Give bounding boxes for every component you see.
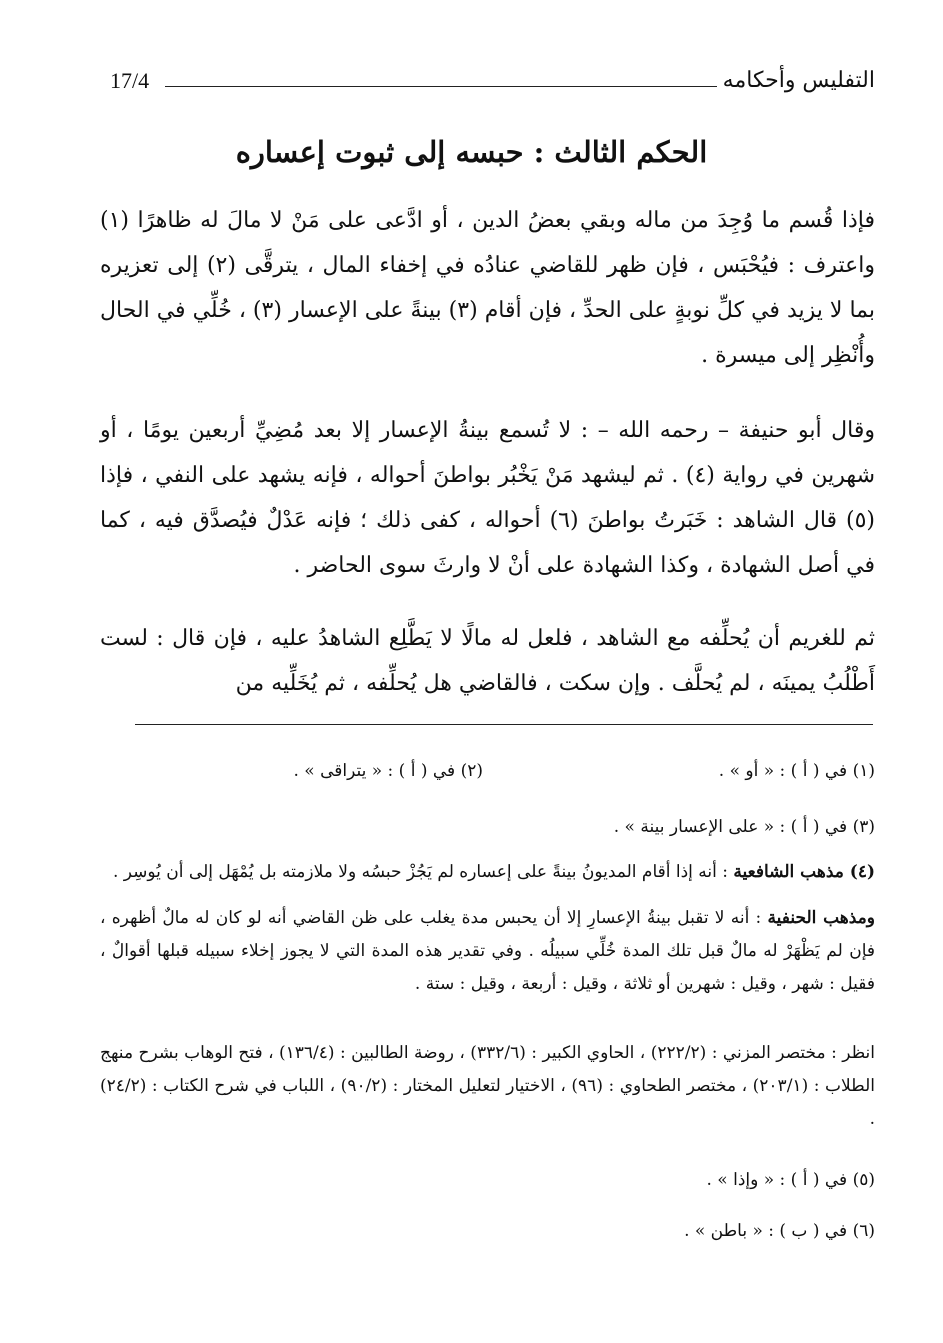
footnote-4-references: انظر : مختصر المزني : (٢٢٢/٢) ، الحاوي الكبير : (٣٣٢/٦) ، روضة الطالبين : (١٣٦/٤) ، فتح الوهاب بشرح منهج الطلاب : (٢٠٣/١) ، مختصر الطحاوي : (٩٦) ، الاختيار لتعليل المختار : (٩٠/٢) ، اللباب في شرح الكتاب : (٢٤/٢) .: [100, 1043, 876, 1129]
footnote-4-hanafi: [100, 902, 875, 1001]
footnote-3: (٣) في ( أ ) : « على الإعسار بينة » .: [613, 817, 875, 837]
footnote-2: (٢) في ( أ ) : « يتراقى » .: [293, 761, 483, 781]
footnote-separator: [135, 724, 873, 725]
footnote-4-hanafi-label: ومذهب الحنفية: [767, 908, 875, 928]
footnote-4-label: (٤) مذهب الشافعية: [733, 862, 875, 882]
running-title: التفليس وأحكامه: [722, 68, 875, 93]
page-number: 17/4: [110, 68, 150, 93]
paragraph-1: فإذا قُسم ما وُجِدَ من ماله وبقي بعضُ الدين ، أو ادَّعى على مَنْ لا مالَ له ظاهرًا (١) واعترف : فيُحْبَس ، فإن ظهر للقاضي عنادُه في إخفاء المال ، يترقَّى (٢) إلى تعزيره بما لا يزيد في كلِّ نوبةٍ على الحدِّ ، فإن أقام (٣) بينةً على الإعسار (٣) ، خُلِّي في الحال وأُنْظِر إلى ميسرة .: [100, 208, 875, 368]
running-header: [110, 62, 875, 102]
footnote-4-hanafi-text: : أنه لا تقبل بينةُ الإعسارِ إلا أن يحبس مدة يغلب على ظن القاضي أنه لو كان له مالٌ أظهره ، فإن لم يَظْهَرْ له مالٌ قبل تلك المدة خُلِّي سبيلُه . وفي تقدير هذه المدة التي لا يجوز إخلاء سبيله قبلها أقوالٌ ، فقيل : شهر ، وقيل : شهرين أو ثلاثة ، وقيل : أربعة ، وقيل : ستة .: [100, 908, 875, 994]
footnote-6: (٦) في ( ب ) : « باطن » .: [684, 1221, 875, 1241]
footnote-1: (١) في ( أ ) : « أو » .: [718, 761, 875, 781]
section-heading: الحكم الثالث : حبسه إلى ثبوت إعساره: [235, 135, 708, 169]
footnote-4-text: : أنه إذا أقام المديونُ بينةً على إعساره لم يَجُزْ حبسُه ولا ملازمته بل يُمْهَل إلى أن يُوسِر .: [112, 862, 729, 882]
footnote-4: [100, 856, 875, 889]
paragraph-2: وقال أبو حنيفة – رحمه الله – : لا تُسمع بينةُ الإعسار إلا بعد مُضِيِّ أربعين يومًا ، أو شهرين في رواية (٤) . ثم ليشهد مَنْ يَخْبُر بواطنَ أحواله ، فإنه يشهد على النفي ، فإذا (٥) قال الشاهد : خَبَرتُ بواطنَ (٦) أحواله ، كفى ذلك ؛ فإنه عَدْلٌ فيُصدَّق فيه ، كما في أصل الشهادة ، وكذا الشهادة على أنْ لا وارثَ سوى الحاضر .: [100, 418, 875, 578]
footnote-5: (٥) في ( أ ) : « وإذا » .: [706, 1170, 875, 1190]
paragraph-3: ثم للغريم أن يُحلِّفه مع الشاهد ، فلعل له مالًا لا يَطَّلِع الشاهدُ عليه ، فإن قال : لست أَطْلُبُ يمينَه ، لم يُحلَّف . وإن سكت ، فالقاضي هل يُحلِّفه ، ثم يُخَلِّيه من: [100, 626, 875, 696]
header-rule: [165, 86, 717, 87]
